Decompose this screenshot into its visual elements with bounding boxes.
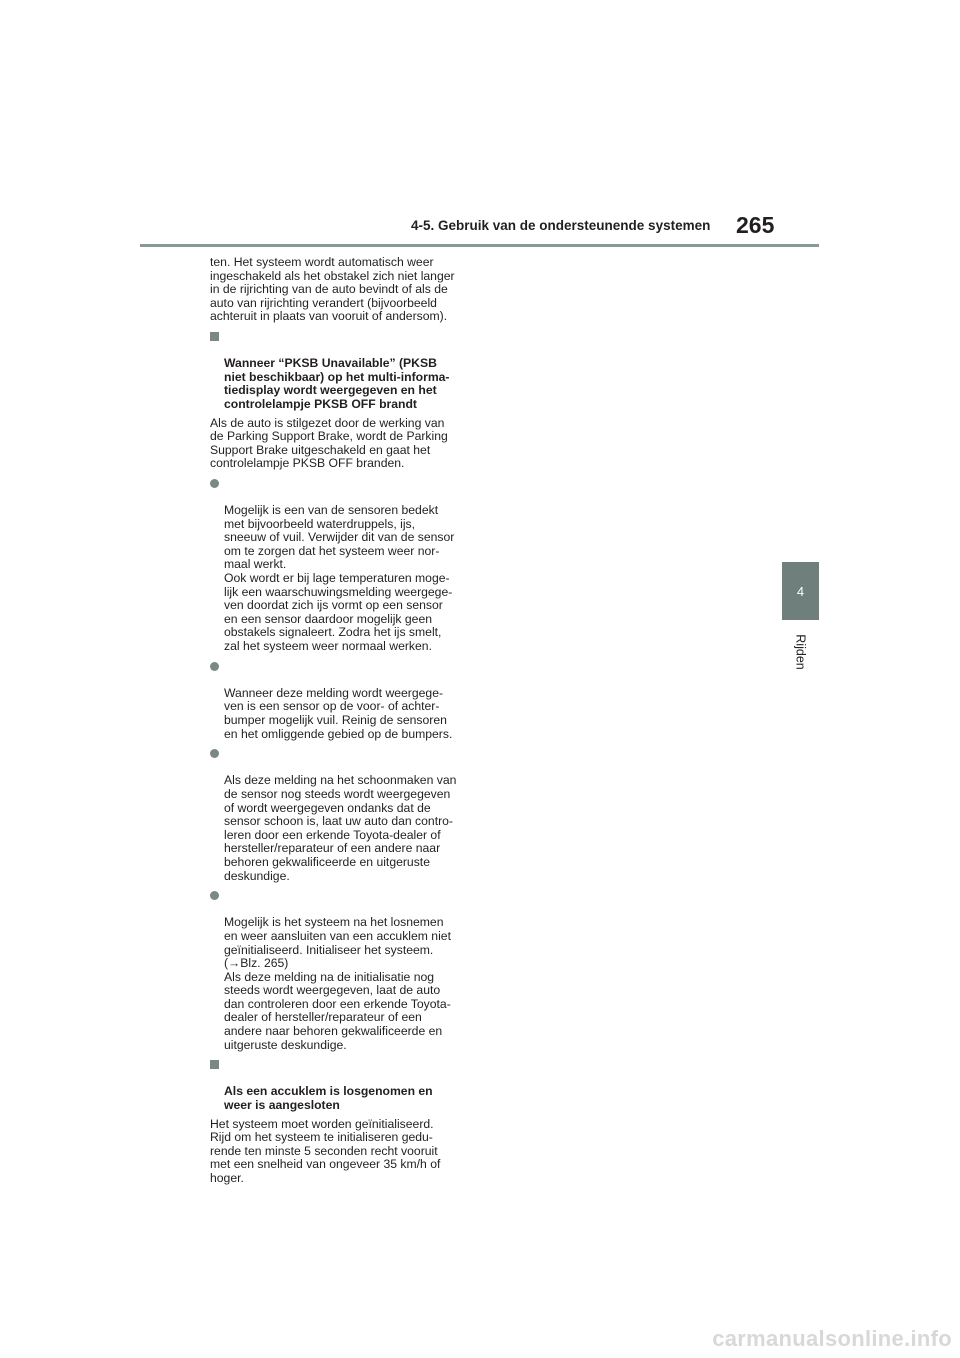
circle-bullet-icon — [210, 891, 219, 900]
main-content — [210, 256, 472, 1192]
chapter-label: Rijden — [793, 634, 808, 670]
section-body: Als de auto is stilgezet door de werking van de Parking Support Brake, wordt de Parking Support Brake uitgeschakeld en gaat het controlelampje PKSB OFF branden. — [210, 415, 448, 471]
page-number: 265 — [736, 212, 775, 238]
list-item-text: Mogelijk is een van de sensoren bedekt met bijvoorbeeld waterdruppels, ijs, sneeuw of vuil. Verwijder dit van de sensor om te zorgen dat het systeem weer nor- maal werkt. Ook wordt er bij lage temperaturen moge- lijk een waarschuwingsmelding weergege- ven doordat zich ijs vormt op een sensor en een sensor daardoor mogelijk geen obstakels signaleert. Zodra het ijs smelt, zal het systeem weer normaal werken. — [224, 503, 455, 654]
intro-paragraph: ten. Het systeem wordt automatisch weer ingeschakeld als het obstakel zich niet langer in de rijrichting van de auto bevindt of als de auto van rijrichting verandert (bijvoorbeeld achteruit in plaats van vooruit of andersom). — [210, 255, 455, 324]
list-item-text: Mogelijk is het systeem na het losnemen en weer aansluiten van een accuklem niet geïnitialiseerd. Initialiseer het systeem. (→Blz. 265) Als deze melding na de initialisatie nog steeds wordt weergegeven, laat de auto dan controleren door een erkende Toyota- dealer of hersteller/reparateur of een andere naar behoren gekwalificeerde en uitgeruste deskundige. — [224, 915, 451, 1052]
circle-bullet-icon — [210, 662, 219, 671]
list-item — [210, 889, 472, 1052]
heading-text: Als een accuklem is losgenomen en weer is aangesloten — [224, 1084, 433, 1113]
chapter-tab — [782, 562, 819, 620]
watermark: carmanualsonline.info — [712, 1326, 952, 1351]
header-divider — [140, 244, 819, 247]
circle-bullet-icon — [210, 749, 219, 758]
section-body: Het systeem moet worden geïnitialiseerd. Rijd om het systeem te initialiseren gedu- rende ten minste 5 seconden recht vooruit met een snelheid van ongeveer 35 km/h of hoger. — [210, 1116, 441, 1185]
square-bullet-icon — [210, 1060, 219, 1069]
heading-text: Wanneer “PKSB Unavailable” (PKSB niet beschikbaar) op het multi-informa- tiedisplay wordt weergegeven en het controlelampje PKSB OFF brandt — [224, 356, 450, 411]
list-item — [210, 747, 472, 883]
section-heading-battery-terminal — [210, 1058, 472, 1112]
chapter-number: 4 — [796, 583, 805, 599]
chapter-label-container — [784, 631, 817, 673]
section-heading-pksb-unavailable — [210, 330, 472, 412]
list-item — [210, 477, 472, 654]
circle-bullet-icon — [210, 479, 219, 488]
section-title: 4-5. Gebruik van de ondersteunende systemen — [411, 218, 711, 233]
square-bullet-icon — [210, 332, 219, 341]
list-item-text: Wanneer deze melding wordt weergege- ven is een sensor op de voor- of achter- bumper mogelijk vuil. Reinig de sensoren en het omliggende gebied op de bumpers. — [224, 685, 453, 741]
list-item-text: Als deze melding na het schoonmaken van de sensor nog steeds wordt weergegeven of wordt weergegeven ondanks dat de sensor schoon is, laat uw auto dan contro- leren door een erkende Toyota-dealer of hersteller/reparateur of een andere naar behoren gekwalificeerde en uitgeruste deskundige. — [224, 773, 457, 883]
list-item — [210, 660, 472, 742]
